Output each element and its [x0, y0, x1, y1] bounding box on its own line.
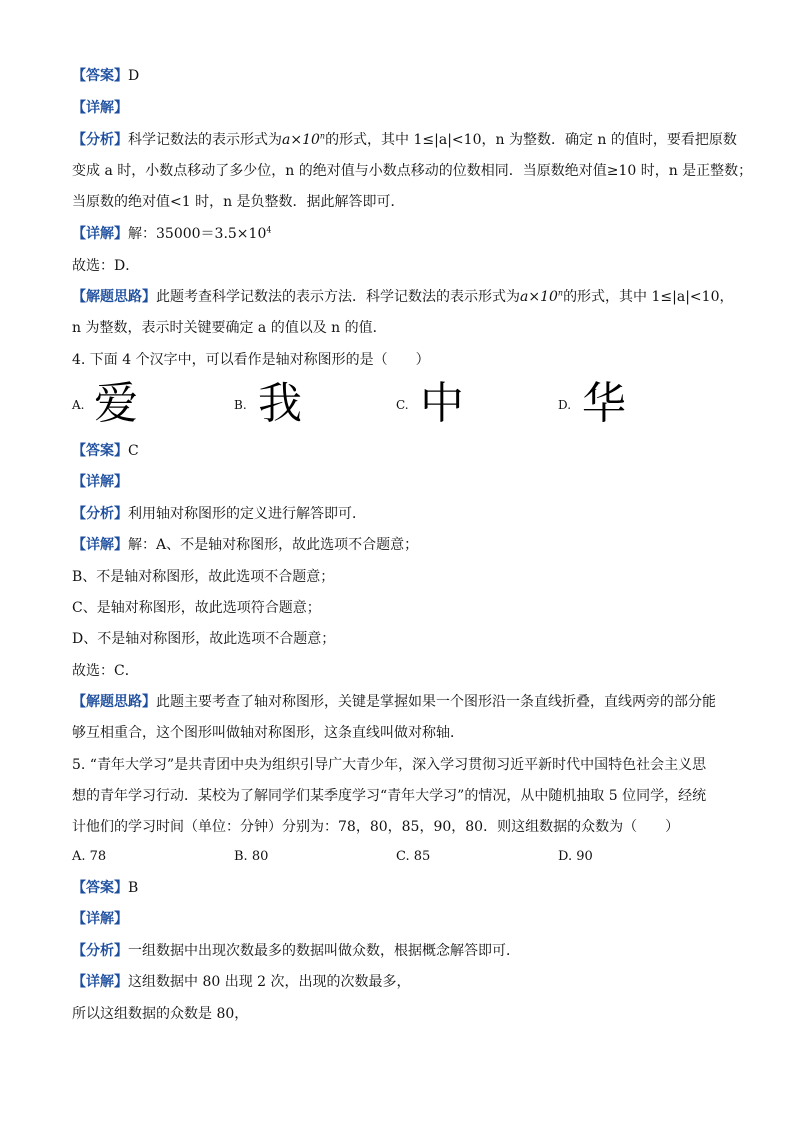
q4-choose: 故选：C． — [72, 663, 139, 679]
q3-answer-line — [72, 66, 754, 86]
q3-analysis-line-3: 当原数的绝对值<1 时，n 是负整数．据此解答即可． — [72, 194, 405, 210]
q5-option-a: A. 78 — [72, 849, 107, 864]
q5-option-d: D. 90 — [558, 849, 593, 864]
q4-option-b-char: 我 — [258, 378, 302, 429]
q4-detail-line-4: D、不是轴对称图形，故此选项不合题意； — [72, 631, 336, 647]
q4-idea-line-2: 够互相重合，这个图形叫做轴对称图形，这条直线叫做对称轴． — [72, 725, 464, 741]
q4-analysis: 【分析】利用轴对称图形的定义进行解答即可． — [72, 506, 366, 522]
q4-option-d-letter: D. — [558, 398, 572, 412]
q5-stem-line-3: 计他们的学习时间（单位：分钟）分别为：78，80，85，90，80．则这组数据的众数为（ ） — [72, 819, 680, 835]
q5-detail-heading: 【详解】 — [72, 911, 128, 927]
q3-detail-heading — [72, 98, 754, 118]
detail-heading: 【详解】 — [72, 100, 128, 116]
answer-value: B — [128, 880, 139, 896]
q4-detail-line-1: 【详解】解：A、不是轴对称图形，故此选项不合题意； — [72, 537, 419, 553]
q4-detail-line-3: C、是轴对称图形，故此选项符合题意； — [72, 600, 321, 616]
q3-idea-line-1: 【解题思路】此题考查科学记数法的表示方法．科学记数法的表示形式为$a\times 10^n$的形式，其中 1≤|a|<10， — [72, 288, 734, 305]
q4-detail-heading: 【详解】 — [72, 474, 128, 490]
q3-analysis-line-2: 变成 a 时，小数点移动了多少位，n 的绝对值与小数点移动的位数相同．当原数绝对值≥10 时，n 是正整数； — [72, 163, 753, 179]
q4-answer-line: 【答案】C — [72, 443, 139, 459]
q5-options — [0, 847, 794, 867]
q3-analysis-line-1: 【分析】科学记数法的表示形式为$a\times 10^n$的形式，其中 1≤|a|<10，n 为整数．确定 n 的值时，要看把原数 — [72, 131, 737, 148]
q5-detail: 【详解】这组数据中 80 出现 2 次，出现的次数最多， — [72, 974, 411, 990]
q5-conclusion: 所以这组数据的众数是 80， — [72, 1006, 249, 1022]
q4-option-c-char: 中 — [420, 378, 464, 429]
q4-option-c-letter: C. — [396, 398, 409, 412]
q4-option-b-letter: B. — [234, 398, 247, 412]
q3-choose: 故选：D． — [72, 258, 140, 274]
q5-stem-line-2: 想的青年学习行动．某校为了解同学们某季度学习“青年大学习”的情况，从中随机抽取 5 位同学，经统 — [72, 788, 707, 804]
q4-options — [0, 378, 794, 434]
q4-detail-line-2: B、不是轴对称图形，故此选项不合题意； — [72, 569, 335, 585]
q4-option-a-char: 爱 — [94, 378, 138, 429]
q5-stem-line-1: 5. “青年大学习”是共青团中央为组织引导广大青少年，深入学习贯彻习近平新时代中国特色社会主义思 — [72, 757, 707, 773]
answer-tag: 【答案】 — [72, 68, 128, 84]
q5-option-c: C. 85 — [396, 849, 431, 864]
q4-option-a-letter: A. — [72, 398, 85, 412]
q5-analysis: 【分析】一组数据中出现次数最多的数据叫做众数，根据概念解答即可． — [72, 943, 520, 959]
q4-stem: 4. 下面 4 个汉字中，可以看作是轴对称图形的是（ ） — [72, 352, 430, 368]
answer-value: C — [128, 443, 139, 459]
answer-value: D — [128, 68, 140, 84]
q4-idea-line-1: 【解题思路】此题主要考查了轴对称图形，关键是掌握如果一个图形沿一条直线折叠，直线两旁的部分能 — [72, 694, 716, 710]
q5-answer-line: 【答案】B — [72, 880, 139, 896]
q4-option-d-char: 华 — [582, 378, 626, 429]
q5-option-b: B. 80 — [234, 849, 269, 864]
q3-idea-line-2: n 为整数，表示时关键要确定 a 的值以及 n 的值． — [72, 320, 387, 336]
q3-detail-line: 【详解】解：$35000=3.5\times 10^4$ — [72, 225, 272, 242]
